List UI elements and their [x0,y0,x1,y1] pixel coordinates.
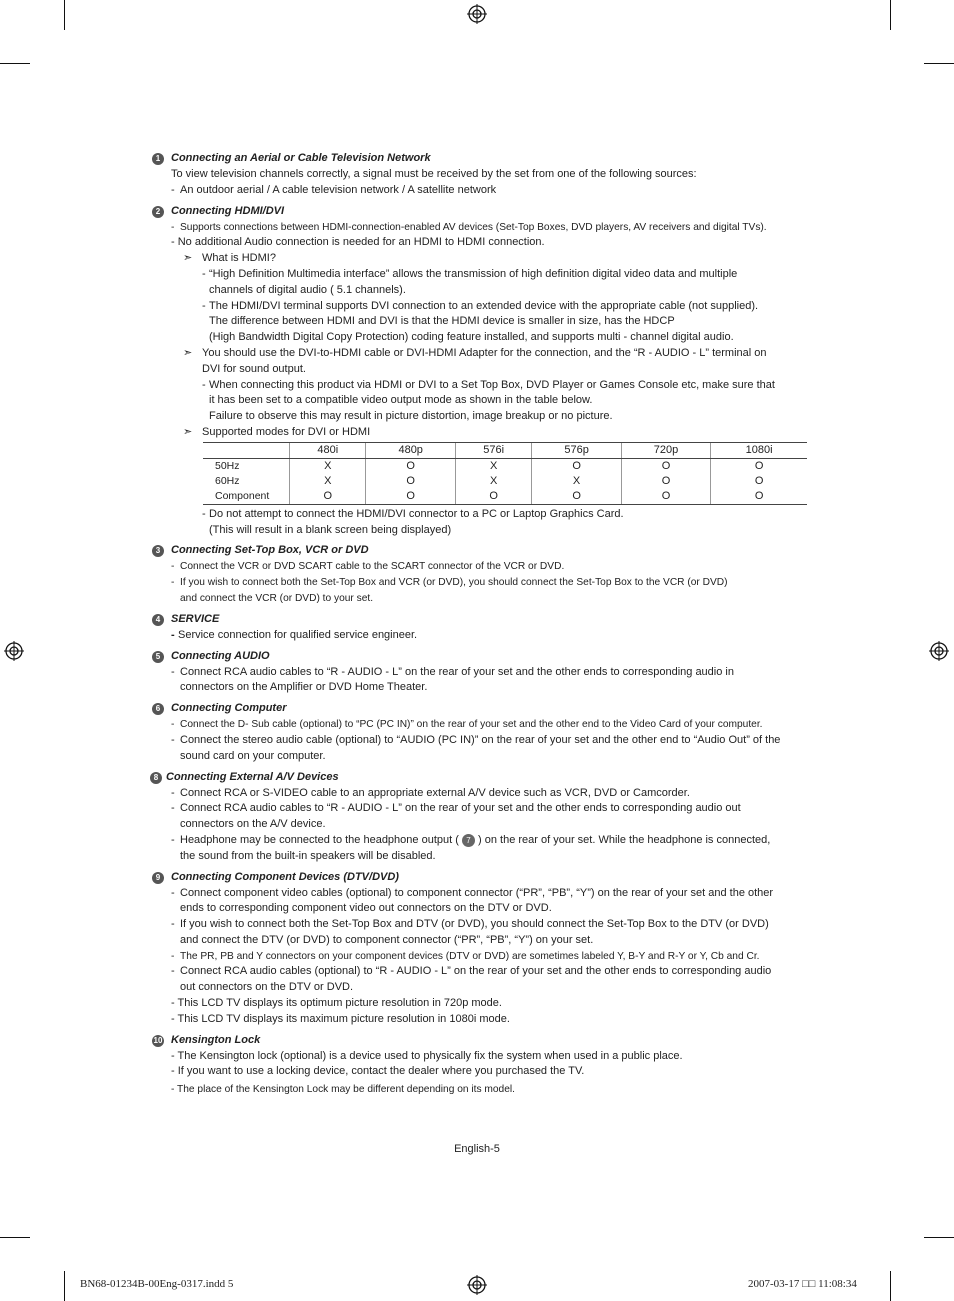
sub-item-cont: (High Bandwidth Digital Copy Protection) coding feature installed, and supports multi - channel digital audio. [209,331,734,344]
table-header-cell: 480p [366,442,455,458]
table-cell: X [290,458,366,474]
list-item: If you wish to connect both the Set-Top Box and VCR (or DVD), you should connect the Set-Top Box to the VCR (or DVD) [180,577,728,589]
list-item: - This LCD TV displays its optimum picture resolution in 720p mode. [171,997,502,1010]
section-hdmi: 2 Connecting HDMI/DVI - Supports connections between HDMI-connection-enabled AV devices (Set-Top Boxes, DVD players, AV receivers and digital TVs). - No additional Audio connection is needed for an HDMI to HDMI connection. ➣ What is HDMI? - “High Definition Multimedia interface” allows the transmission of high definition digital video data and multiple channels of digital audio ( 5.1 channels). - The HDMI/DVI terminal supports DVI connection to an extended device with the appropriate cable (not supplied). The difference between HDMI and DVI is that the HDMI device is smaller in size, has the HDCP (High Bandwidth Digital Copy Protection) coding feature installed, and supports multi - channel digital audio. ➣ You should use the DVI-to-HDMI cable or DVI-HDMI Adapter for the connection, and the “R - AUDIO - L” terminal on DVI for sound output. - When connecting this product via HDMI or DVI to a Set Top Box, DVD Player or Games Console etc, make sure that it has been set to a compatible video output mode as shown in the table below. Failure to observe this may result in picture distortion, image breakup or no picture. ➣ Supported modes for DVI or HDMI 480i 480p 576i 576p 720p 1080i 50Hz X O X O O O 60Hz X O X X O O Component O O O O O O - Do not attempt to connect the HDMI/DVI connector to a PC or Laptop Graphics Card. (This will result in a blank screen being displayed) [152,204,812,539]
section-number: 1 [152,153,164,165]
note-arrow-icon: ➣ [183,346,193,359]
list-item: Connect the VCR or DVD SCART cable to the SCART connector of the VCR or DVD. [180,561,565,573]
list-item: Service connection for qualified service engineer. [178,628,418,641]
section-settop: 3 Connecting Set-Top Box, VCR or DVD - Connect the VCR or DVD SCART cable to the SCART connector of the VCR or DVD. - If you wish to connect both the Set-Top Box and VCR (or DVD), you should connect the Set-Top Box to the VCR (or DVD) and connect the VCR (or DVD) to your set. [152,543,812,606]
section-number: 3 [152,545,164,557]
sub-item: Do not attempt to connect the HDMI/DVI connector to a PC or Laptop Graphics Card. [209,507,624,520]
list-item: Connect RCA audio cables to “R - AUDIO - L” on the rear of your set and the other ends to corresponding audio out [180,802,741,815]
table-cell: O [366,474,455,489]
note-text: You should use the DVI-to-HDMI cable or DVI-HDMI Adapter for the connection, and the “R - AUDIO - L” terminal on [202,346,767,359]
section-heading [152,543,812,559]
table-cell: X [455,458,531,474]
list-item: Connect component video cables (optional) to component connector (“PR”, “PB”, “Y”) on the rear of your set and the other [180,886,774,899]
section-title: Connecting Set-Top Box, VCR or DVD [171,544,369,557]
note-text: Supported modes for DVI or HDMI [202,425,371,438]
section-number: 9 [152,872,164,884]
table-cell: X [455,474,531,489]
list-item: Connect the D- Sub cable (optional) to “PC (PC IN)” on the rear of your set and the other end to the Video Card of your computer. [180,719,763,731]
crop-mark [64,1271,65,1301]
crop-mark [924,1237,954,1238]
crop-mark [924,63,954,64]
headphone-icon: 7 [462,834,475,847]
section-title: Kensington Lock [171,1033,261,1046]
section-title: Connecting HDMI/DVI [171,204,285,217]
list-item: The PR, PB and Y connectors on your component devices (DTV or DVD) are sometimes labeled Y, B-Y and R-Y or Y, Cb and Cr. [180,950,760,962]
table-row [203,474,807,489]
crop-mark [0,63,30,64]
table-cell: O [621,474,710,489]
table-header-cell [203,442,290,458]
crop-mark [0,1237,30,1238]
table-header-cell: 720p [621,442,710,458]
table-cell: X [290,474,366,489]
note-arrow-icon: ➣ [183,425,193,438]
table-cell: O [532,489,621,505]
registration-mark-icon [466,3,488,25]
list-item: - No additional Audio connection is needed for an HDMI to HDMI connection. [171,236,545,249]
table-header-cell: 576p [532,442,621,458]
list-item-cont: connectors on the Amplifier or DVD Home Theater. [180,681,428,694]
section-title: Connecting an Aerial or Cable Television Network [171,152,431,165]
section-component: 9 Connecting Component Devices (DTV/DVD) - Connect component video cables (optional) to component connector (“PR”, “PB”, “Y”) on the rear of your set and the other ends to corresponding component video out connectors on the DTV or DVD. - If you wish to connect both the Set-Top Box and DTV (or DVD), you should connect the Set-Top Box to the DTV (or DVD) and connect the DTV (or DVD) to component connector (“PR”, “PB”, “Y”) on your set. - The PR, PB and Y connectors on your component devices (DTV or DVD) are sometimes labeled Y, B-Y and R-Y or Y, Cb and Cr. - Connect RCA audio cables (optional) to “R - AUDIO - L” on the rear of your set and the other ends to corresponding audio out connectors on the DTV or DVD. - This LCD TV displays its optimum picture resolution in 720p mode. - This LCD TV displays its maximum picture resolution in 1080i mode. [152,870,812,1028]
section-title: Connecting External A/V Devices [166,770,339,783]
table-cell: O [455,489,531,505]
sub-item-cont: Failure to observe this may result in picture distortion, image breakup or no picture. [209,410,613,423]
sub-item-cont: channels of digital audio ( 5.1 channels). [209,283,406,296]
slug-timestamp: 2007-03-17 □□ 11:08:34 [748,1278,857,1290]
table-cell: O [290,489,366,505]
note-text-cont: DVI for sound output. [202,362,306,375]
section-computer: 6 Connecting Computer - Connect the D- Sub cable (optional) to “PC (PC IN)” on the rear of your set and the other end to the Video Card of your computer. - Connect the stereo audio cable (optional) to “AUDIO (PC IN)” on the rear of your set and the other end to “Audio Out” of the sound card on your computer. [152,701,812,764]
section-heading [152,612,812,628]
registration-mark-icon [466,1274,488,1296]
crop-mark [64,0,65,30]
section-heading [152,204,812,220]
section-title: Connecting Component Devices (DTV/DVD) [171,870,399,883]
section-number: 6 [152,703,164,715]
registration-mark-icon [928,640,950,662]
section-heading [152,151,812,167]
table-row [203,489,807,505]
sub-item: When connecting this product via HDMI or DVI to a Set Top Box, DVD Player or Games Console etc, make sure that [209,378,775,391]
table-cell: O [621,489,710,505]
list-dash: - [171,628,175,641]
table-header-cell: 1080i [711,442,807,458]
section-aerial: 1 Connecting an Aerial or Cable Television Network To view television channels correctly, a signal must be received by the set from one of the following sources: - An outdoor aerial / A cable television network / A satellite network [152,151,812,199]
section-external-av: 8 Connecting External A/V Devices - Connect RCA or S-VIDEO cable to an appropriate external A/V device such as VCR, DVD or Camcorder. - Connect RCA audio cables to “R - AUDIO - L” on the rear of your set and the other ends to corresponding audio out connectors on the A/V device. - Headphone may be connected to the headphone output ( 7 ) on the rear of your set. While the headphone is connected, the sound from the built-in speakers will be disabled. [152,770,812,865]
section-heading [152,649,812,665]
registration-mark-icon [3,640,25,662]
section-number: 2 [152,206,164,218]
list-item-cont: connectors on the A/V device. [180,818,326,831]
sub-item: The HDMI/DVI terminal supports DVI connection to an extended device with the appropriate cable (not supplied). [209,299,759,312]
section-title: SERVICE [171,612,220,625]
list-item-cont: and connect the VCR (or DVD) to your set. [180,592,374,604]
section-number: 8 [150,772,162,784]
list-item: Connect RCA audio cables to “R - AUDIO - L” on the rear of your set and the other ends to corresponding audio in [180,665,734,678]
section-number: 4 [152,614,164,626]
list-item: Supports connections between HDMI-connection-enabled AV devices (Set-Top Boxes, DVD players, AV receivers and digital TVs). [180,221,767,233]
list-item: Headphone may be connected to the headphone output ( 7 ) on the rear of your set. While the headphone is connected, [180,833,771,846]
section-kensington [152,1033,812,1098]
table-cell: 60Hz [215,474,240,487]
list-item: Connect RCA audio cables (optional) to “R - AUDIO - L” on the rear of your set and the other ends to corresponding audio [180,965,772,978]
list-item-cont: ends to corresponding component video out connectors on the DTV or DVD. [180,902,552,915]
table-cell: O [711,489,807,505]
manual-content [152,151,812,1103]
page-number: English-5 [454,1143,500,1155]
section-title: Connecting Computer [171,702,287,715]
section-heading [152,870,812,886]
table-cell: O [711,474,807,489]
list-item: - This LCD TV displays its maximum picture resolution in 1080i mode. [171,1012,510,1025]
section-heading [150,770,812,786]
list-item-cont: out connectors on the DTV or DVD. [180,981,354,994]
slug-filename: BN68-01234B-00Eng-0317.indd 5 [80,1278,234,1290]
list-item: - If you want to use a locking device, contact the dealer where you purchased the TV. [171,1065,585,1078]
section-heading [152,1033,812,1049]
section-service [152,612,812,644]
section-audio: 5 Connecting AUDIO - Connect RCA audio cables to “R - AUDIO - L” on the rear of your set and the other ends to corresponding audio in connectors on the Amplifier or DVD Home Theater. [152,649,812,697]
table-row [203,458,807,474]
list-item: An outdoor aerial / A cable television network / A satellite network [180,183,497,196]
list-item: - The place of the Kensington Lock may be different depending on its model. [171,1084,515,1096]
table-cell: O [532,458,621,474]
list-item-cont: the sound from the built-in speakers will be disabled. [180,849,436,862]
table-cell: X [532,474,621,489]
note-arrow-icon: ➣ [183,252,193,265]
table-cell: O [711,458,807,474]
table-cell: 50Hz [215,459,240,472]
sub-item-cont: it has been set to a compatible video output mode as shown in the table below. [209,394,593,407]
section-heading [152,701,812,717]
table-header-cell: 480i [290,442,366,458]
list-item-cont: and connect the DTV (or DVD) to component connector (“PR”, “PB”, “Y”) on your set. [180,933,594,946]
section-number: 10 [153,1035,163,1045]
list-item: - The Kensington lock (optional) is a device used to physically fix the system when used in a public place. [171,1049,683,1062]
supported-modes-table [203,442,807,505]
sub-item: “High Definition Multimedia interface” allows the transmission of high definition digital video data and multiple [209,267,738,280]
list-item: Connect RCA or S-VIDEO cable to an appropriate external A/V device such as VCR, DVD or Camcorder. [180,786,690,799]
crop-mark [890,0,891,30]
table-cell: O [621,458,710,474]
section-intro: To view television channels correctly, a signal must be received by the set from one of the following sources: [171,168,697,180]
table-cell: O [366,489,455,505]
note-text: What is HDMI? [202,252,276,265]
section-number: 5 [152,651,164,663]
sub-item-cont: The difference between HDMI and DVI is that the HDMI device is smaller in size, has the HDCP [209,315,675,328]
table-header-row [203,442,807,458]
list-item: Connect the stereo audio cable (optional) to “AUDIO (PC IN)” on the rear of your set and the other end to “Audio Out” of the [180,733,781,746]
section-title: Connecting AUDIO [171,649,270,662]
table-header-cell: 576i [455,442,531,458]
crop-mark [890,1271,891,1301]
list-item-cont: sound card on your computer. [180,749,326,762]
table-cell: Component [203,489,290,505]
table-cell: O [366,458,455,474]
sub-item-cont: (This will result in a blank screen being displayed) [209,523,452,536]
list-item: If you wish to connect both the Set-Top Box and DTV (or DVD), you should connect the Set-Top Box to the DTV (or DVD) [180,918,769,931]
